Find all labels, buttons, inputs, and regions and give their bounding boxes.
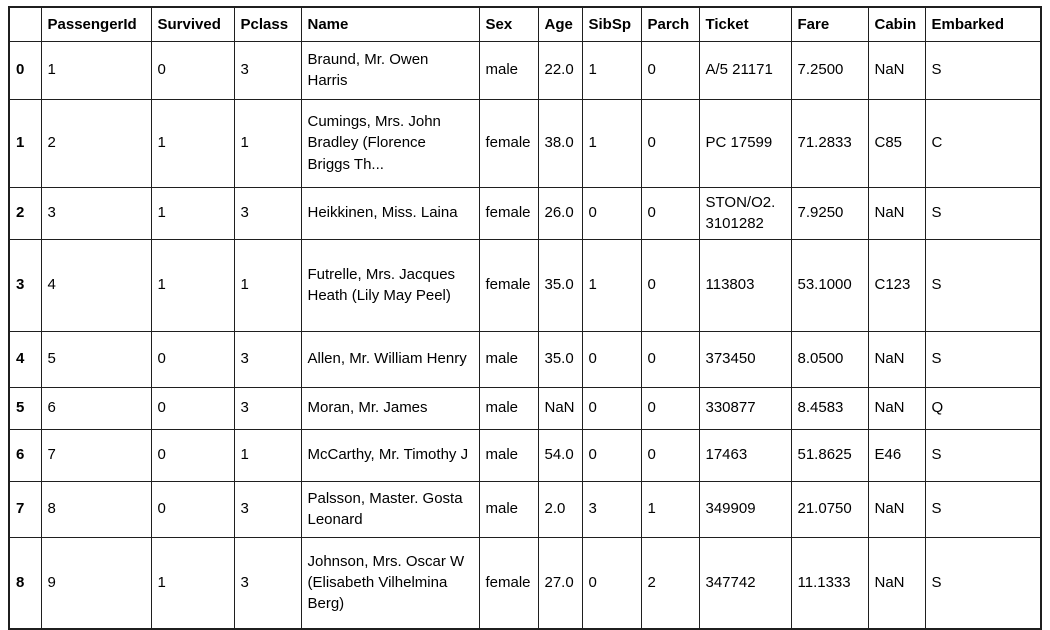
cell: McCarthy, Mr. Timothy J: [301, 429, 479, 481]
row-index: 4: [9, 331, 41, 387]
cell: female: [479, 187, 538, 239]
cell: 0: [641, 187, 699, 239]
cell: S: [925, 537, 1041, 629]
cell: 1: [582, 239, 641, 331]
cell: 0: [151, 331, 234, 387]
row-index: 6: [9, 429, 41, 481]
cell: 0: [582, 331, 641, 387]
row-index: 3: [9, 239, 41, 331]
cell: female: [479, 537, 538, 629]
table-row: [9, 331, 1041, 387]
table-row: [9, 537, 1041, 629]
cell: female: [479, 239, 538, 331]
column-header-name: Name: [301, 7, 479, 41]
column-header-sex: Sex: [479, 7, 538, 41]
cell: NaN: [868, 41, 925, 99]
cell: 71.2833: [791, 99, 868, 187]
cell: 3: [234, 387, 301, 429]
cell: 0: [151, 387, 234, 429]
cell: 51.8625: [791, 429, 868, 481]
cell: 7.9250: [791, 187, 868, 239]
cell: S: [925, 41, 1041, 99]
table-row: [9, 41, 1041, 99]
cell: 27.0: [538, 537, 582, 629]
cell: 38.0: [538, 99, 582, 187]
cell: 1: [641, 481, 699, 537]
cell: 17463: [699, 429, 791, 481]
cell: 330877: [699, 387, 791, 429]
cell: E46: [868, 429, 925, 481]
cell: 0: [641, 331, 699, 387]
cell: 9: [41, 537, 151, 629]
row-index: 8: [9, 537, 41, 629]
dataframe-table: [8, 6, 1042, 630]
table-row: [9, 429, 1041, 481]
cell: NaN: [868, 537, 925, 629]
cell: Futrelle, Mrs. Jacques Heath (Lily May Peel): [301, 239, 479, 331]
table-row: [9, 99, 1041, 187]
cell: NaN: [868, 187, 925, 239]
column-header-survived: Survived: [151, 7, 234, 41]
cell: Q: [925, 387, 1041, 429]
cell: 0: [582, 387, 641, 429]
cell: NaN: [868, 331, 925, 387]
cell: Heikkinen, Miss. Laina: [301, 187, 479, 239]
cell: 0: [641, 387, 699, 429]
cell: 0: [582, 429, 641, 481]
row-index: 2: [9, 187, 41, 239]
cell: Braund, Mr. Owen Harris: [301, 41, 479, 99]
column-header-pclass: Pclass: [234, 7, 301, 41]
cell: 5: [41, 331, 151, 387]
cell: 1: [151, 187, 234, 239]
cell: 3: [234, 331, 301, 387]
header-row: [9, 7, 1041, 41]
column-header-embarked: Embarked: [925, 7, 1041, 41]
cell: 1: [41, 41, 151, 99]
cell: male: [479, 331, 538, 387]
cell: A/5 21171: [699, 41, 791, 99]
cell: NaN: [868, 387, 925, 429]
table-row: [9, 387, 1041, 429]
column-header-sibsp: SibSp: [582, 7, 641, 41]
cell: 1: [234, 99, 301, 187]
cell: C85: [868, 99, 925, 187]
cell: 3: [234, 537, 301, 629]
cell: 0: [641, 41, 699, 99]
cell: male: [479, 481, 538, 537]
cell: 11.1333: [791, 537, 868, 629]
cell: 347742: [699, 537, 791, 629]
cell: 3: [582, 481, 641, 537]
cell: 54.0: [538, 429, 582, 481]
cell: NaN: [868, 481, 925, 537]
cell: 3: [234, 187, 301, 239]
row-index: 1: [9, 99, 41, 187]
cell: Moran, Mr. James: [301, 387, 479, 429]
cell: 1: [151, 537, 234, 629]
column-header-cabin: Cabin: [868, 7, 925, 41]
cell: S: [925, 187, 1041, 239]
cell: 0: [151, 429, 234, 481]
cell: 21.0750: [791, 481, 868, 537]
cell: 0: [641, 99, 699, 187]
column-header-parch: Parch: [641, 7, 699, 41]
cell: 4: [41, 239, 151, 331]
cell: 8: [41, 481, 151, 537]
cell: 0: [641, 429, 699, 481]
cell: 2.0: [538, 481, 582, 537]
cell: 3: [41, 187, 151, 239]
cell: 3: [234, 41, 301, 99]
cell: S: [925, 429, 1041, 481]
cell: 7.2500: [791, 41, 868, 99]
row-index: 7: [9, 481, 41, 537]
cell: S: [925, 481, 1041, 537]
cell: 2: [641, 537, 699, 629]
cell: male: [479, 41, 538, 99]
cell: 113803: [699, 239, 791, 331]
cell: 35.0: [538, 239, 582, 331]
cell: 0: [641, 239, 699, 331]
cell: STON/O2. 3101282: [699, 187, 791, 239]
cell: C123: [868, 239, 925, 331]
column-header-ticket: Ticket: [699, 7, 791, 41]
cell: 8.0500: [791, 331, 868, 387]
cell: 7: [41, 429, 151, 481]
cell: S: [925, 239, 1041, 331]
table-row: [9, 481, 1041, 537]
cell: 35.0: [538, 331, 582, 387]
index-column-header: [9, 7, 41, 41]
cell: 373450: [699, 331, 791, 387]
cell: PC 17599: [699, 99, 791, 187]
cell: female: [479, 99, 538, 187]
column-header-age: Age: [538, 7, 582, 41]
cell: 6: [41, 387, 151, 429]
cell: 1: [582, 41, 641, 99]
row-index: 0: [9, 41, 41, 99]
cell: 0: [151, 481, 234, 537]
cell: NaN: [538, 387, 582, 429]
cell: 2: [41, 99, 151, 187]
cell: 8.4583: [791, 387, 868, 429]
table-row: [9, 239, 1041, 331]
cell: 0: [582, 537, 641, 629]
column-header-passengerid: PassengerId: [41, 7, 151, 41]
cell: Cumings, Mrs. John Bradley (Florence Briggs Th...: [301, 99, 479, 187]
cell: 349909: [699, 481, 791, 537]
cell: 22.0: [538, 41, 582, 99]
cell: 3: [234, 481, 301, 537]
row-index: 5: [9, 387, 41, 429]
cell: Allen, Mr. William Henry: [301, 331, 479, 387]
cell: 1: [234, 239, 301, 331]
cell: Palsson, Master. Gosta Leonard: [301, 481, 479, 537]
cell: 53.1000: [791, 239, 868, 331]
cell: male: [479, 429, 538, 481]
table-row: [9, 187, 1041, 239]
cell: 26.0: [538, 187, 582, 239]
cell: S: [925, 331, 1041, 387]
cell: 0: [582, 187, 641, 239]
cell: 1: [151, 99, 234, 187]
cell: male: [479, 387, 538, 429]
cell: C: [925, 99, 1041, 187]
cell: 0: [151, 41, 234, 99]
cell: 1: [582, 99, 641, 187]
column-header-fare: Fare: [791, 7, 868, 41]
cell: 1: [234, 429, 301, 481]
cell: 1: [151, 239, 234, 331]
cell: Johnson, Mrs. Oscar W (Elisabeth Vilhelmina Berg): [301, 537, 479, 629]
